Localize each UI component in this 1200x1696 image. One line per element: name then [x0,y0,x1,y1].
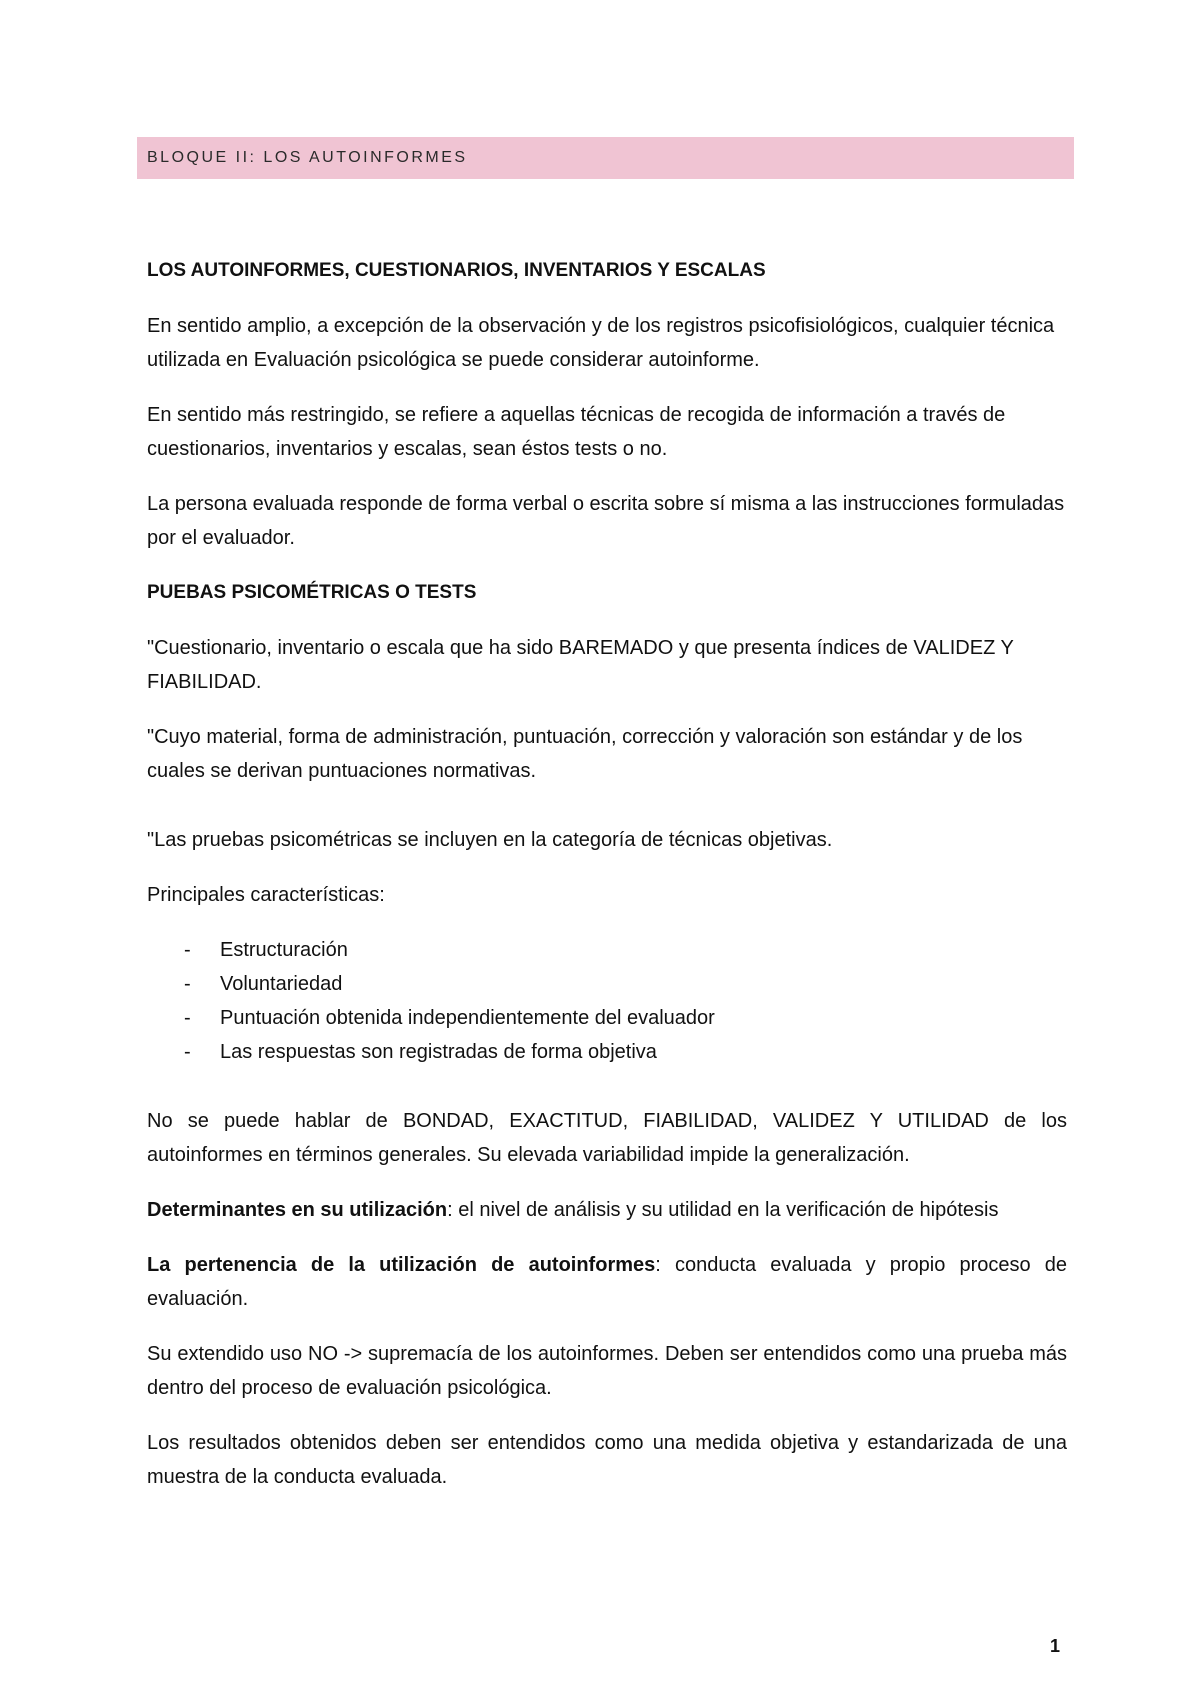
paragraph-restricted-sense: En sentido más restringido, se refiere a aquellas técnicas de recogida de información a través de cuestionarios, inventarios y escalas, sean éstos tests o no. [147,404,1006,460]
list-item-text: Voluntariedad [220,973,343,995]
bullet-dash: - [184,973,191,995]
paragraph-determinants [147,1193,1067,1227]
list-item [147,933,1067,967]
paragraph-broad-sense: En sentido amplio, a excepción de la observación y de los registros psicofisiológicos, cualquier técnica utilizada en Evaluación psicológica se puede considerar autoinforme. [147,315,1055,371]
list-item [147,1001,1067,1035]
block-title-banner [137,137,1074,179]
determinants-text: : el nivel de análisis y su utilidad en la verificación de hipótesis [447,1199,999,1221]
list-item [147,1035,1067,1069]
list-item [147,967,1067,1001]
characteristics-label: Principales características: [147,884,385,906]
paragraph-extended-use: Su extendido uso NO -> supremacía de los autoinformes. Deben ser entendidos como una prueba más dentro del proceso de evaluación psicológica. [147,1343,1067,1399]
pertinence-label: La pertenencia de la utilización de autoinformes [147,1254,656,1276]
quote-objective-techniques: "Las pruebas psicométricas se incluyen en la categoría de técnicas objetivas. [147,829,833,851]
pertinence-text: : conducta evaluada y propio proceso de evaluación. [147,1254,1067,1310]
bullet-dash: - [184,1007,191,1029]
page-number: 1 [1050,1636,1061,1656]
bullet-dash: - [184,1041,191,1063]
document-body [147,254,1067,1515]
quote-material: "Cuyo material, forma de administración, puntuación, corrección y valoración son estándar y de los cuales se derivan puntuaciones normativas. [147,726,1023,782]
determinants-label: Determinantes en su utilización [147,1199,448,1221]
quote-definition: "Cuestionario, inventario o escala que ha sido BAREMADO y que presenta índices de VALIDEZ Y FIABILIDAD. [147,637,1014,693]
characteristics-list [147,933,1067,1069]
paragraph-results: Los resultados obtenidos deben ser entendidos como una medida objetiva y estandarizada de una muestra de la conducta evaluada. [147,1432,1067,1488]
section-heading-psychometric-tests: PUEBAS PSICOMÉTRICAS O TESTS [147,582,477,603]
paragraph-evaluated-person: La persona evaluada responde de forma verbal o escrita sobre sí misma a las instrucciones formuladas por el evaluador. [147,493,1065,549]
bullet-dash: - [184,939,191,961]
list-item-text: Puntuación obtenida independientemente del evaluador [220,1007,715,1029]
paragraph-generalization: No se puede hablar de BONDAD, EXACTITUD, FIABILIDAD, VALIDEZ Y UTILIDAD de los autoinformes en términos generales. Su elevada variabilidad impide la generalización. [147,1110,1067,1166]
block-title: BLOQUE II: LOS AUTOINFORMES [147,149,468,166]
paragraph-pertinence [147,1248,1067,1316]
section-heading-autoinformes: LOS AUTOINFORMES, CUESTIONARIOS, INVENTARIOS Y ESCALAS [147,260,766,281]
list-item-text: Las respuestas son registradas de forma objetiva [220,1041,657,1063]
list-item-text: Estructuración [220,939,348,961]
